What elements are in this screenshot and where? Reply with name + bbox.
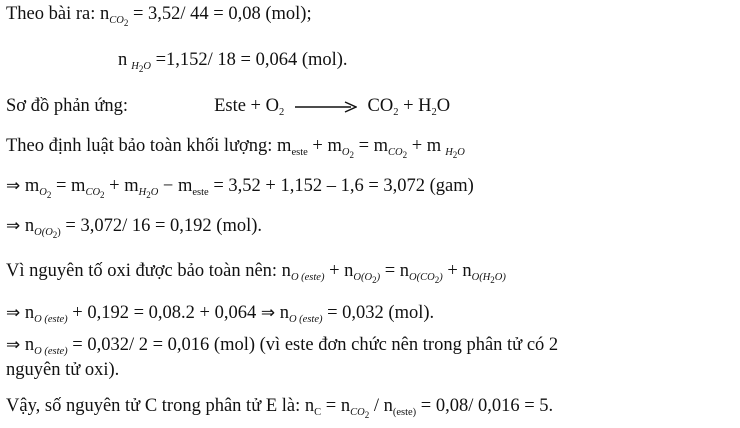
text: + 0,192 = 0,08.2 + 0,064 <box>67 303 261 323</box>
line-continuation <box>6 358 119 382</box>
line-oxygen-conservation <box>6 259 506 283</box>
subscript: O (este) <box>288 314 323 325</box>
implies-symbol: ⇒ <box>6 176 21 196</box>
subscript: O (este) <box>34 346 68 357</box>
subscript: 2 <box>434 275 440 285</box>
subscript: 2 <box>402 150 408 160</box>
text: = 3,072/ 16 = 0,192 (mol). <box>60 216 263 236</box>
subscript: 2 <box>52 230 58 240</box>
subscript: ) <box>57 227 61 238</box>
subscript: 2 <box>393 107 399 118</box>
reaction-arrow-icon <box>295 101 357 113</box>
subscript: 2 <box>452 150 458 160</box>
line-co2-moles <box>6 2 312 26</box>
line-reaction-scheme <box>6 94 450 118</box>
line-mass-o2 <box>6 174 474 198</box>
text: = 3,52/ 44 = 0,08 (mol); <box>128 4 312 24</box>
subscript: O (este) <box>34 314 68 325</box>
text: Theo định luật bảo toàn khối lượng: m <box>6 136 292 156</box>
text: CO <box>367 96 394 116</box>
text: n <box>20 303 35 323</box>
text: n <box>20 335 35 355</box>
subscript: O <box>150 187 159 198</box>
text: + n <box>324 261 354 281</box>
subscript: 2 <box>123 18 129 28</box>
subscript: O(O <box>34 227 53 238</box>
subscript: 2 <box>349 150 354 160</box>
text: =1,152/ 18 = 0,064 (mol). <box>150 50 348 70</box>
text: = m <box>353 136 389 156</box>
text: − m <box>158 176 193 196</box>
line-mass-conservation <box>6 134 465 158</box>
text: + H <box>398 96 432 116</box>
text: = 0,032/ 2 = 0,016 (mol) (vì este đơn chức nên trong phân tử có 2 <box>67 335 559 355</box>
line-moles-o <box>6 214 262 238</box>
text: m <box>20 176 40 196</box>
implies-symbol: ⇒ <box>6 216 21 236</box>
text: O <box>436 96 451 116</box>
subscript: 2 <box>100 190 105 200</box>
implies-symbol: ⇒ <box>6 303 21 323</box>
subscript: 2 <box>278 107 285 118</box>
subscript: 2 <box>146 190 151 200</box>
text: + m <box>407 136 442 156</box>
text: n <box>20 216 35 236</box>
line-moles-ester <box>6 333 558 357</box>
text: Vậy, số nguyên tử C trong phân tử E là: n <box>6 396 315 416</box>
text: + n <box>442 261 472 281</box>
text: Theo bài ra: n <box>6 4 110 24</box>
subscript: ) <box>439 272 443 283</box>
line-conclusion <box>6 394 553 418</box>
subscript: H <box>131 61 139 72</box>
text: n <box>275 303 289 323</box>
subscript: O(H <box>471 272 491 283</box>
subscript: C <box>314 407 322 418</box>
subscript: O <box>457 147 465 158</box>
subscript: ) <box>376 272 381 283</box>
subscript: CO <box>350 407 365 418</box>
subscript: (este) <box>392 407 417 418</box>
text: Sơ đồ phản ứng: <box>6 96 129 116</box>
text: nguyên tử oxi). <box>6 360 120 380</box>
subscript: 2 <box>372 275 377 285</box>
text: = 0,08/ 0,016 = 5. <box>416 396 554 416</box>
implies-symbol: ⇒ <box>6 335 21 355</box>
subscript: O) <box>494 272 506 283</box>
text: + m <box>307 136 342 156</box>
subscript: O(O <box>353 272 373 283</box>
subscript: CO <box>388 147 403 158</box>
subscript: este <box>291 147 308 158</box>
subscript: 2 <box>46 190 52 200</box>
subscript: 2 <box>490 275 495 285</box>
subscript: O <box>341 147 350 158</box>
text: Este + O <box>214 96 279 116</box>
subscript: 2 <box>364 410 370 420</box>
subscript: O (este) <box>290 272 325 283</box>
subscript: 2 <box>138 64 144 74</box>
text: = m <box>51 176 86 196</box>
line-h2o-moles <box>118 48 348 72</box>
subscript: H <box>445 147 453 158</box>
subscript: O(CO <box>409 272 435 283</box>
subscript: 2 <box>431 107 437 118</box>
text: / n <box>369 396 393 416</box>
subscript: O <box>143 61 151 72</box>
subscript: O <box>39 187 47 198</box>
text: Vì nguyên tố oxi được bảo toàn nên: n <box>6 261 291 281</box>
text: = n <box>321 396 351 416</box>
text: = n <box>380 261 410 281</box>
line-moles-o-ester <box>6 301 434 325</box>
text: = 3,52 + 1,152 – 1,6 = 3,072 (gam) <box>208 176 474 196</box>
subscript: H <box>138 187 147 198</box>
text: + m <box>104 176 139 196</box>
subscript: CO <box>85 187 101 198</box>
text: n <box>118 50 128 70</box>
implies-symbol: ⇒ <box>260 303 276 323</box>
subscript: este <box>192 187 209 198</box>
subscript: CO <box>109 15 124 26</box>
text: = 0,032 (mol). <box>322 303 435 323</box>
